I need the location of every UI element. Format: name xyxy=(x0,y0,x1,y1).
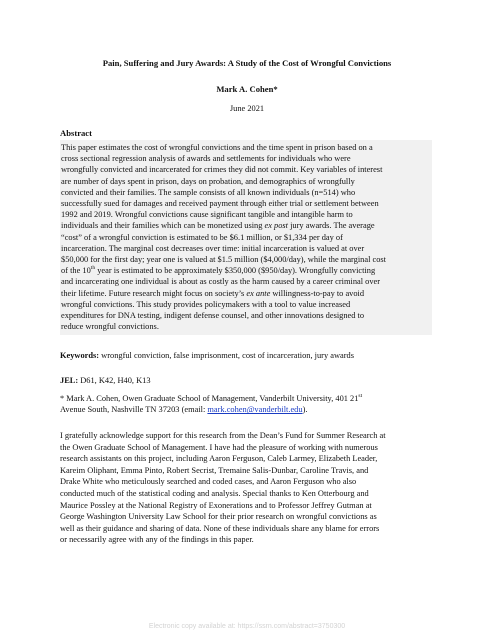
abstract-text: individuals and their families which can be monetized using xyxy=(61,221,265,231)
abstract-line: wrongful convictions. This study provides policymakers with a tool to value increased xyxy=(61,299,351,309)
jel-codes xyxy=(60,376,151,385)
abstract-line: wrongfully convicted and incarcerated for crimes they did not commit. Key variables of interest xyxy=(61,165,383,175)
abstract-line: are number of days spent in prison, days on probation, and demographics of wrongfully xyxy=(61,176,355,186)
abstract-line xyxy=(61,288,431,299)
abstract-line: successfully sued for damages and received payment through either trial or settlement between xyxy=(61,199,379,209)
abstract-text: jury awards. The average xyxy=(288,221,375,231)
acknowledgment-line: Maurice Possley at the National Registry of Exonerations and to Professor Jeffrey Gutman at xyxy=(60,500,372,510)
abstract-italic-text: ex ante xyxy=(246,288,271,298)
abstract-body xyxy=(60,140,432,335)
acknowledgment-line: I gratefully acknowledge support for this research from the Dean’s Fund for Summer Research at xyxy=(60,431,386,440)
keywords xyxy=(60,351,354,360)
abstract-line: $50,000 for the first day; year one is valued at $1.5 million ($4,000/day), while the marginal cost xyxy=(61,255,387,265)
acknowledgment-line: Drake White who meticulously searched and coded cases, and Aaron Ferguson who also xyxy=(60,477,357,487)
abstract-italic-text: ex post xyxy=(264,221,289,231)
author-note-line xyxy=(60,393,362,404)
paper-date: June 2021 xyxy=(229,104,265,113)
acknowledgment-line: well as their guidance and sharing of data. None of these individuals share any blame for errors xyxy=(60,523,380,533)
abstract-line: convicted and their families. The sample consists of all known individuals (n=514) who xyxy=(61,187,356,197)
paper-author: Mark A. Cohen* xyxy=(216,84,278,94)
author-note-text: * Mark A. Cohen, Owen Graduate School of Management, Vanderbilt University, 401 21 xyxy=(60,394,359,403)
abstract-text: willingness-to-pay to avoid xyxy=(270,288,365,298)
ssrn-footer-watermark: Electronic copy available at: https://ssrn.com/abstract=3750300 xyxy=(148,623,346,630)
jel-text: D61, K42, H40, K13 xyxy=(78,376,151,385)
email-link[interactable]: mark.cohen@vanderbilt.edu xyxy=(207,405,303,415)
abstract-line: reduce wrongful convictions. xyxy=(61,322,159,332)
abstract-line: This paper estimates the cost of wrongful convictions and the time spent in prison based on a xyxy=(61,143,373,152)
jel-label: JEL: xyxy=(60,376,79,385)
author-affiliation-note xyxy=(60,393,362,415)
acknowledgment-line: conducted much of the statistical coding and analysis. Special thanks to Ken Otterbourg and xyxy=(60,488,369,498)
superscript: th xyxy=(90,265,96,272)
abstract-text: year is estimated to be approximately $350,000 ($950/day). Wrongfully convicting xyxy=(95,266,376,276)
abstract-line xyxy=(61,265,431,276)
abstract-text: of the 10 xyxy=(61,266,91,276)
acknowledgment-line: Kareim Oliphant, Emma Pinto, Robert Secrist, Tremaine Salis-Dunbar, Caroline Travis, and xyxy=(60,465,369,475)
abstract-text: their lifetime. Future research might focus on society’s xyxy=(61,288,247,298)
acknowledgment-line: research assistants on this project, including Aaron Ferguson, Caleb Larmey, Elizabeth Leader, xyxy=(60,454,378,464)
acknowledgment-line: or necessarily agree with any of the findings in this paper. xyxy=(60,535,254,545)
abstract-line xyxy=(61,220,431,231)
acknowledgment-line: George Washington University Law School for their prior research on wrongful convictions as xyxy=(60,512,377,522)
abstract-line: and incarcerating one individual is about as costly as the harm caused by a career criminal over xyxy=(61,277,381,287)
abstract-line: expenditures for DNA testing, indigent defense counsel, and other innovations designed to xyxy=(61,311,365,321)
keywords-label: Keywords: xyxy=(60,351,100,360)
author-note-text: Avenue South, Nashville TN 37203 (email: xyxy=(60,405,208,415)
acknowledgment xyxy=(60,430,386,546)
author-note-line xyxy=(60,404,362,415)
abstract-line: cross sectional regression analysis of awards and settlements for individuals who were xyxy=(61,154,351,164)
abstract-heading: Abstract xyxy=(60,128,92,138)
keywords-text: wrongful conviction, false imprisonment, cost of incarceration, jury awards xyxy=(99,351,354,360)
paper-title: Pain, Suffering and Jury Awards: A Study of the Cost of Wrongful Convictions xyxy=(102,58,392,68)
abstract-line: “cost” of a wrongful conviction is estimated to be $6.1 million, or $1,334 per day of xyxy=(61,232,343,242)
author-note-text: ). xyxy=(302,405,308,415)
superscript: st xyxy=(358,393,363,400)
abstract-line: 1992 and 2019. Wrongful convictions cause significant tangible and intangible harm to xyxy=(61,210,353,220)
abstract-line: incarceration. The marginal cost decreases over time: initial incarceration is valued at over xyxy=(61,243,365,253)
acknowledgment-line: the Owen Graduate School of Management. I have had the pleasure of working with numerous xyxy=(60,442,378,452)
